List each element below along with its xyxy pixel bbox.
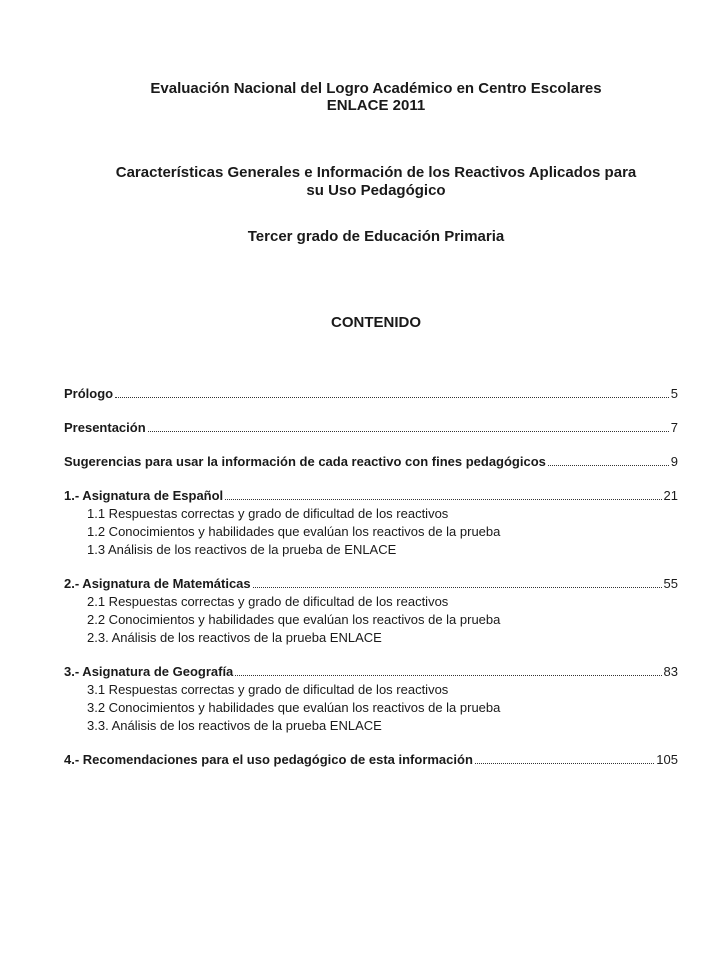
toc-group — [64, 751, 678, 769]
toc-subentry[interactable]: 2.1 Respuestas correctas y grado de dificultad de los reactivos — [87, 594, 449, 609]
toc-dot-leader — [115, 396, 669, 398]
toc-subentry[interactable]: 3.2 Conocimientos y habilidades que evalúan los reactivos de la prueba — [87, 700, 501, 715]
toc-subentry[interactable]: 1.1 Respuestas correctas y grado de dificultad de los reactivos — [87, 506, 449, 521]
toc-group — [64, 663, 678, 735]
toc-entry[interactable] — [64, 575, 678, 593]
toc-entry-title: 1.- Asignatura de Español — [64, 488, 224, 503]
table-of-contents — [64, 385, 678, 785]
toc-entry-title: Presentación — [64, 420, 146, 435]
toc-entry[interactable] — [64, 751, 678, 769]
toc-page-number: 83 — [663, 664, 678, 679]
toc-group — [64, 575, 678, 647]
toc-subentry[interactable]: 2.3. Análisis de los reactivos de la prueba ENLACE — [87, 630, 382, 645]
toc-entry[interactable] — [64, 663, 678, 681]
toc-entry[interactable] — [64, 487, 678, 505]
toc-subentry[interactable]: 1.3 Análisis de los reactivos de la prueba de ENLACE — [87, 542, 397, 557]
toc-entry-title: 2.- Asignatura de Matemáticas — [64, 576, 251, 591]
contents-heading: CONTENIDO — [331, 314, 421, 331]
toc-page-number: 21 — [663, 488, 678, 503]
toc-page-number: 9 — [670, 454, 678, 469]
document-edition: ENLACE 2011 — [326, 97, 426, 114]
toc-subentry[interactable]: 2.2 Conocimientos y habilidades que evalúan los reactivos de la prueba — [87, 612, 501, 627]
toc-entry-title: 4.- Recomendaciones para el uso pedagógico de esta información — [64, 752, 473, 767]
document-title: Evaluación Nacional del Logro Académico en Centro Escolares — [150, 80, 602, 97]
toc-entry[interactable] — [64, 419, 678, 437]
toc-group — [64, 385, 678, 403]
toc-dot-leader — [235, 674, 661, 676]
grade-level: Tercer grado de Educación Primaria — [247, 228, 505, 245]
toc-subentry[interactable]: 3.3. Análisis de los reactivos de la prueba ENLACE — [87, 718, 382, 733]
toc-entry-title: Prólogo — [64, 386, 114, 401]
toc-group — [64, 487, 678, 559]
toc-page-number: 5 — [670, 386, 678, 401]
toc-subentry[interactable]: 3.1 Respuestas correctas y grado de dificultad de los reactivos — [87, 682, 449, 697]
toc-dot-leader — [225, 498, 661, 500]
toc-page-number: 55 — [663, 576, 678, 591]
toc-dot-leader — [548, 464, 669, 466]
toc-group — [64, 453, 678, 471]
toc-dot-leader — [475, 762, 654, 764]
toc-page-number: 7 — [670, 420, 678, 435]
toc-entry-title: Sugerencias para usar la información de cada reactivo con fines pedagógicos — [64, 454, 546, 469]
toc-entry[interactable] — [64, 453, 678, 471]
toc-dot-leader — [148, 430, 669, 432]
toc-subentry[interactable]: 1.2 Conocimientos y habilidades que evalúan los reactivos de la prueba — [87, 524, 501, 539]
toc-dot-leader — [253, 586, 662, 588]
toc-page-number: 105 — [656, 752, 678, 767]
toc-entry[interactable] — [64, 385, 678, 403]
document-subtitle-line2: su Uso Pedagógico — [306, 182, 446, 199]
toc-entry-title: 3.- Asignatura de Geografía — [64, 664, 234, 679]
document-subtitle-line1: Características Generales e Información de los Reactivos Aplicados para — [115, 164, 637, 181]
toc-group — [64, 419, 678, 437]
